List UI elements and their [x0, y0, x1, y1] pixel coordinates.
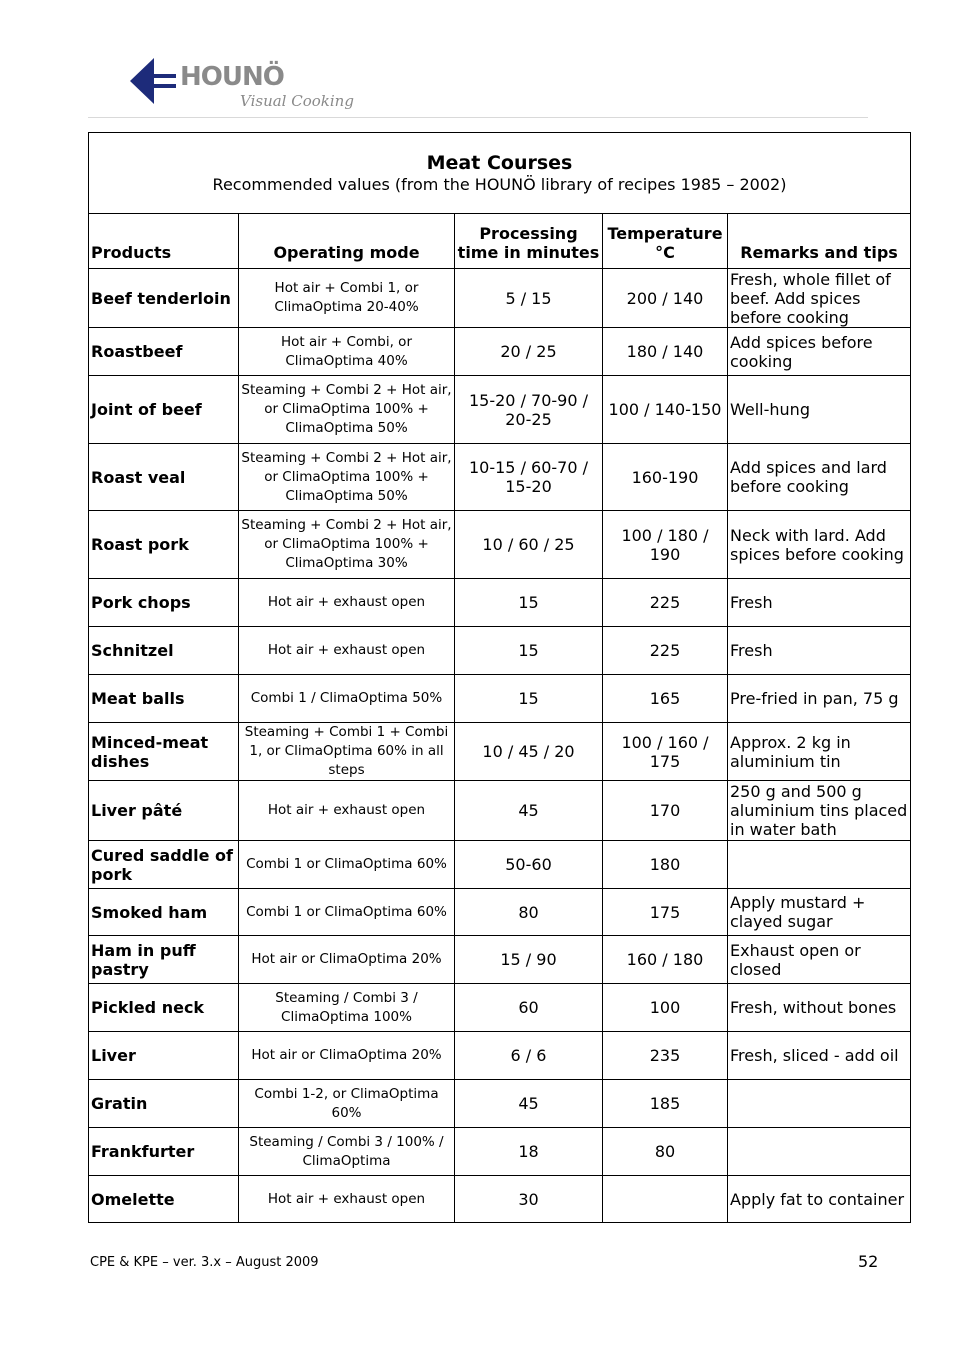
- table-row: [89, 579, 911, 627]
- table-row: [89, 627, 911, 675]
- temperature-cell: 165: [603, 675, 728, 723]
- remarks-cell: Fresh, without bones: [728, 984, 911, 1032]
- product-cell: Liver pâté: [89, 781, 239, 841]
- temperature-cell: 100 / 160 / 175: [603, 723, 728, 781]
- hounoe-arrow-icon: [128, 56, 178, 106]
- product-cell: Meat balls: [89, 675, 239, 723]
- header-divider: [88, 117, 868, 118]
- processing-time-cell: 15: [455, 579, 603, 627]
- remarks-cell: Fresh: [728, 579, 911, 627]
- processing-time-cell: 80: [455, 889, 603, 936]
- remarks-cell: 250 g and 500 g aluminium tins placed in water bath: [728, 781, 911, 841]
- operating-mode-cell: Steaming + Combi 2 + Hot air, or ClimaOptima 100% + ClimaOptima 50%: [239, 376, 455, 444]
- operating-mode-cell: Steaming / Combi 3 / ClimaOptima 100%: [239, 984, 455, 1032]
- product-cell: Liver: [89, 1032, 239, 1080]
- operating-mode-cell: Steaming + Combi 1 + Combi 1, or ClimaOptima 60% in all steps: [239, 723, 455, 781]
- processing-time-cell: 15: [455, 627, 603, 675]
- table-row: [89, 444, 911, 511]
- operating-mode-cell: Hot air + Combi, or ClimaOptima 40%: [239, 328, 455, 376]
- processing-time-cell: 60: [455, 984, 603, 1032]
- operating-mode-cell: Hot air or ClimaOptima 20%: [239, 1032, 455, 1080]
- operating-mode-cell: Hot air + exhaust open: [239, 781, 455, 841]
- temperature-cell: 175: [603, 889, 728, 936]
- product-cell: Roast veal: [89, 444, 239, 511]
- product-cell: Cured saddle of pork: [89, 841, 239, 889]
- page-number: 52: [858, 1252, 879, 1271]
- brand-tagline: Visual Cooking: [240, 92, 354, 110]
- remarks-cell: Add spices before cooking: [728, 328, 911, 376]
- table-row: [89, 984, 911, 1032]
- remarks-cell: [728, 1128, 911, 1176]
- temperature-cell: 100 / 180 / 190: [603, 511, 728, 579]
- processing-time-cell: 20 / 25: [455, 328, 603, 376]
- processing-time-cell: 15: [455, 675, 603, 723]
- processing-time-cell: 45: [455, 1080, 603, 1128]
- operating-mode-cell: Hot air + exhaust open: [239, 627, 455, 675]
- processing-time-cell: 10-15 / 60-70 / 15-20: [455, 444, 603, 511]
- table-row: [89, 675, 911, 723]
- table-row: [89, 376, 911, 444]
- remarks-cell: Fresh, sliced - add oil: [728, 1032, 911, 1080]
- processing-time-cell: 15-20 / 70-90 / 20-25: [455, 376, 603, 444]
- operating-mode-cell: Steaming + Combi 2 + Hot air, or ClimaOptima 100% + ClimaOptima 50%: [239, 444, 455, 511]
- operating-mode-cell: Combi 1-2, or ClimaOptima 60%: [239, 1080, 455, 1128]
- product-cell: Pickled neck: [89, 984, 239, 1032]
- temperature-cell: 225: [603, 627, 728, 675]
- remarks-cell: Exhaust open or closed: [728, 936, 911, 984]
- product-cell: Ham in puff pastry: [89, 936, 239, 984]
- header-products: Products: [89, 214, 239, 269]
- meat-courses-table: [88, 132, 911, 1223]
- temperature-cell: 160-190: [603, 444, 728, 511]
- header-processing-time: Processing time in minutes: [455, 214, 603, 269]
- remarks-cell: Well-hung: [728, 376, 911, 444]
- temperature-cell: [603, 1176, 728, 1223]
- processing-time-cell: 50-60: [455, 841, 603, 889]
- table-header-row: [89, 214, 911, 269]
- processing-time-cell: 6 / 6: [455, 1032, 603, 1080]
- product-cell: Gratin: [89, 1080, 239, 1128]
- table-row: [89, 1032, 911, 1080]
- processing-time-cell: 15 / 90: [455, 936, 603, 984]
- remarks-cell: Pre-fried in pan, 75 g: [728, 675, 911, 723]
- table-row: [89, 1080, 911, 1128]
- operating-mode-cell: Hot air + exhaust open: [239, 579, 455, 627]
- processing-time-cell: 10 / 45 / 20: [455, 723, 603, 781]
- processing-time-cell: 5 / 15: [455, 269, 603, 328]
- footer-document-version: CPE & KPE – ver. 3.x – August 2009: [90, 1255, 319, 1270]
- product-cell: Schnitzel: [89, 627, 239, 675]
- temperature-cell: 180 / 140: [603, 328, 728, 376]
- brand-name: HOUNÖ: [180, 62, 284, 92]
- table-row: [89, 841, 911, 889]
- header-remarks: Remarks and tips: [728, 214, 911, 269]
- product-cell: Pork chops: [89, 579, 239, 627]
- header-operating-mode: Operating mode: [239, 214, 455, 269]
- header-temperature: Temperature °C: [603, 214, 728, 269]
- operating-mode-cell: Steaming / Combi 3 / 100% / ClimaOptima: [239, 1128, 455, 1176]
- temperature-cell: 170: [603, 781, 728, 841]
- table-row: [89, 511, 911, 579]
- operating-mode-cell: Combi 1 or ClimaOptima 60%: [239, 889, 455, 936]
- table-row: [89, 723, 911, 781]
- table-row: [89, 889, 911, 936]
- operating-mode-cell: Steaming + Combi 2 + Hot air, or ClimaOptima 100% + ClimaOptima 30%: [239, 511, 455, 579]
- remarks-cell: [728, 1080, 911, 1128]
- table-row: [89, 781, 911, 841]
- remarks-cell: Fresh, whole fillet of beef. Add spices before cooking: [728, 269, 911, 328]
- table-subtitle: Recommended values (from the HOUNÖ library of recipes 1985 – 2002): [212, 175, 787, 194]
- operating-mode-cell: Hot air or ClimaOptima 20%: [239, 936, 455, 984]
- remarks-cell: Apply mustard + clayed sugar: [728, 889, 911, 936]
- processing-time-cell: 45: [455, 781, 603, 841]
- temperature-cell: 185: [603, 1080, 728, 1128]
- remarks-cell: Add spices and lard before cooking: [728, 444, 911, 511]
- remarks-cell: Approx. 2 kg in aluminium tin: [728, 723, 911, 781]
- operating-mode-cell: Hot air + Combi 1, or ClimaOptima 20-40%: [239, 269, 455, 328]
- processing-time-cell: 30: [455, 1176, 603, 1223]
- table-row: [89, 936, 911, 984]
- operating-mode-cell: Combi 1 or ClimaOptima 60%: [239, 841, 455, 889]
- product-cell: Minced-meat dishes: [89, 723, 239, 781]
- product-cell: Beef tenderloin: [89, 269, 239, 328]
- product-cell: Frankfurter: [89, 1128, 239, 1176]
- table-row: [89, 1176, 911, 1223]
- table-row: [89, 269, 911, 328]
- temperature-cell: 225: [603, 579, 728, 627]
- processing-time-cell: 10 / 60 / 25: [455, 511, 603, 579]
- operating-mode-cell: Hot air + exhaust open: [239, 1176, 455, 1223]
- product-cell: Smoked ham: [89, 889, 239, 936]
- temperature-cell: 160 / 180: [603, 936, 728, 984]
- table-title: Meat Courses: [426, 152, 573, 174]
- product-cell: Joint of beef: [89, 376, 239, 444]
- brand-logo: [128, 56, 368, 118]
- operating-mode-cell: Combi 1 / ClimaOptima 50%: [239, 675, 455, 723]
- product-cell: Roast pork: [89, 511, 239, 579]
- product-cell: Roastbeef: [89, 328, 239, 376]
- temperature-cell: 235: [603, 1032, 728, 1080]
- table-row: [89, 1128, 911, 1176]
- temperature-cell: 80: [603, 1128, 728, 1176]
- product-cell: Omelette: [89, 1176, 239, 1223]
- remarks-cell: Fresh: [728, 627, 911, 675]
- remarks-cell: Apply fat to container: [728, 1176, 911, 1223]
- remarks-cell: [728, 841, 911, 889]
- table-title-cell: [89, 133, 911, 214]
- temperature-cell: 100: [603, 984, 728, 1032]
- temperature-cell: 100 / 140-150: [603, 376, 728, 444]
- remarks-cell: Neck with lard. Add spices before cooking: [728, 511, 911, 579]
- processing-time-cell: 18: [455, 1128, 603, 1176]
- temperature-cell: 180: [603, 841, 728, 889]
- table-row: [89, 328, 911, 376]
- temperature-cell: 200 / 140: [603, 269, 728, 328]
